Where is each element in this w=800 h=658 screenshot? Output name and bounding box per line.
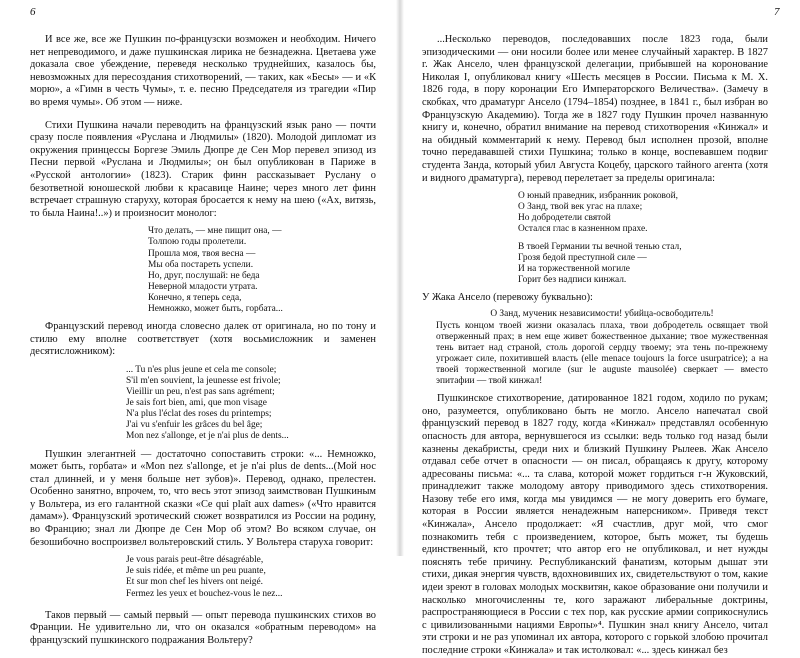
poem-line: Немножко, может быть, горбата... bbox=[148, 303, 283, 314]
right-page-body bbox=[422, 34, 768, 658]
poem-line: Vieillir un peu, n'est pas sans agrément; bbox=[126, 387, 275, 398]
quote-body: Пусть концом твоей жизни оказалась плаха, твои добродетель освящает твой отверженный прах; в нем еще живет божественное дыхание; твое мужественная тень витает над страной, столь дорогой сердцу твоему; эта тень по-прежнему угрожает силе, похитившей власть (elle menace toujours la force usurpatrice); а на твоей торжественной могиле (sur le auguste mausolée) сверкает — вместо эпитафии — твой кинжал! bbox=[436, 320, 768, 387]
poem-line: N'a plus l'éclat des roses du printemps; bbox=[126, 409, 272, 420]
poem-line: Неверной младости утрата. bbox=[148, 281, 258, 292]
left-paragraph-4: Пушкин элегантней — достаточно сопоставить строки: «... Немножко, может быть, горбата» и «Mon nez s'allonge, et je n'ai plus de dents...(Мой нос стал длинней, и у меня больше нет зубов)». Перевод, однако, прелестен. Особенно занятно, впрочем, то, что весь этот эпизод заимствован Пушкиным у Вольтера, из его галантной сказки «Ce qui plaît aux dames» («Что нравится дамам»). Французский эротический сюжет возвратился из России на родину, во Францию; знал ли Дюпре де Сен Мор об этом? Во всяком случае, он безошибочно воспроизвел вольтеровский стиль. У Вольтера старуха говорит: bbox=[30, 448, 376, 548]
quote-first-line: О Занд, мученик независимости! убийца-освободитель! bbox=[490, 309, 714, 320]
poem-dagger-stanza-1 bbox=[518, 191, 768, 235]
poem-line: ... Tu n'es plus jeune et cela me console; bbox=[126, 364, 277, 375]
right-paragraph-1: ...Несколько переводов, последовавших после 1823 года, были эпизодическими — они носили более или менее случайный характер. В 1827 г. Жак Ансело, член французской делегации, прибывшей на коронование Николая I, опубликовал книгу «Шесть месяцев в России. Письма к М. Х. 1826 года, в пору коронации Его Императорского Величества». (Замечу в скобках, что драматург Ансело (1794–1854) позднее, в 1841 г., был избран во Французскую Академию). Тогда же в 1827 году Пушкин прочел названную книгу и, конечно, обратил внимание на перевод стихотворения «Кинжал» и на обидный комментарий к нему. Перевод был исполнен прозой, вполне точно передававшей стихи Пушкина; только в конце, воспевавшем подвиг студента Занда, который убил Августа Коцебу, царского тайного агента (хотя и видного драматурга), перевод перелетает за пределы оригинала: bbox=[422, 34, 768, 184]
poem-line: В твоей Германии ты вечной тенью стал, bbox=[518, 241, 682, 252]
poem-line: Je suis ridée, et même un peu puante, bbox=[126, 566, 266, 577]
left-page bbox=[0, 0, 400, 646]
poem-french-translation bbox=[126, 365, 376, 443]
poem-line: Остался глас в казненном прахе. bbox=[518, 224, 648, 235]
poem-line: Мы оба постареть успели. bbox=[148, 259, 254, 270]
poem-line: Fermez les yeux et bouchez-vous le nez... bbox=[126, 588, 283, 599]
page-number-right: 7 bbox=[774, 6, 780, 18]
translation-caption: У Жака Ансело (перевожу буквально): bbox=[422, 291, 593, 303]
poem-russian-excerpt bbox=[148, 226, 376, 315]
left-paragraph-2: Стихи Пушкина начали переводить на французский язык рано — почти сразу после появления «Руслана и Людмилы» (1820). Молодой дипломат из окружения принцессы Боргезе Эмиль Дюпре де Сен Мор перевел эпизод из Песни первой «Руслана и Людмилы»; он был опубликован в Париже в «Русской антологии» (1823). Старик финн рассказывает Руслану о безответной юношеской любви к красавице Наине; через много лет финн встречает страшную старуху, которая бросается к нему на шею («Ах, витязь, то была Наина!..») и произносит монолог: bbox=[30, 119, 376, 219]
poem-line: S'il m'en souvient, la jeunesse est frivole; bbox=[126, 375, 281, 386]
poem-line: Но добродетели святой bbox=[518, 213, 611, 224]
poem-line: Грозя бедой преступной силе — bbox=[518, 252, 647, 263]
poem-dagger-stanza-2 bbox=[518, 242, 768, 286]
poem-line: Je sais fort bien, ami, que mon visage bbox=[126, 398, 267, 409]
poem-line: И на торжественной могиле bbox=[518, 263, 630, 274]
poem-line: Толпою годы пролетели. bbox=[148, 237, 247, 248]
left-paragraph-3: Французский перевод иногда словесно далек от оригинала, но по тону и стилю ему вполне соответствует (хотя восьмисложник и заменен десятисложником): bbox=[30, 321, 376, 358]
poem-line: О Занд, твой век угас на плахе; bbox=[518, 202, 643, 213]
poem-voltaire-quote bbox=[126, 555, 376, 599]
left-paragraph-1: И все же, все же Пушкин по-французски возможен и необходим. Ничего нет непреводимого, и даже пушкинская лирика не безнадежна. Цветаева уже доказала свое убеждение, переведя несколько труднейших, казалось бы, невозможных для пересоздания стихотворений, — таких, как «Бесы» — и «К морю», а «Гимн в честь Чумы», т. е. песню Председателя из трагедии «Пир во время чумы». Об этом — ниже. bbox=[30, 34, 376, 108]
poem-line: Et sur mon chef les hivers ont neigé. bbox=[126, 577, 263, 588]
poem-line: Mon nez s'allonge, et je n'ai plus de dents... bbox=[126, 431, 289, 442]
poem-line: Горит без надписи кинжал. bbox=[518, 274, 627, 285]
poem-line: Конечно, я теперь седа, bbox=[148, 292, 242, 303]
right-page bbox=[400, 0, 800, 656]
poem-line: Je vous parais peut-être désagréable, bbox=[126, 555, 264, 566]
poem-line: Что делать, — мне пищит она, — bbox=[148, 226, 282, 237]
poem-line: J'ai vu s'enfuir les grâces du bel âge; bbox=[126, 420, 263, 431]
poem-line: О юный праведник, избранник роковой, bbox=[518, 191, 678, 202]
ancelot-translation-quote bbox=[436, 309, 768, 387]
poem-line: Но, друг, послушай: не беда bbox=[148, 270, 260, 281]
left-paragraph-5: Таков первый — самый первый — опыт перевода пушкинских стихов во Франции. Не удивительно ли, что он оказался «обратным переводом» на французский пушкинского подражания Вольтеру? bbox=[30, 609, 376, 646]
right-paragraph-2: Пушкинское стихотворение, датированное 1821 годом, ходило по рукам; оно, разумеется, опубликовано быть не могло. Ансело напечатал свой французский перевод в 1827 году, когда «Кинжал» представлял особенную опасность для автора, вернувшегося из ссылки: ведь только год назад были казнены декабристы, среди них и близкий Пушкину Рылеев. Жак Ансело отдавал себе отчет в опасности — он писал, обращаясь к другу, которому адресованы письма: «... та слава, которой может гордиться г-н Жуковский, принадлежит также молодому автору приводимого здесь стихотворения. Назову тебе его имя, когда мы увидимся — не могу доверить его бумаге, которая в России является ненадежным наперсником». Приведя текст «Кинжала», Ансело продолжает: «Я счастлив, друг мой, что смог познакомить тебя с произведением, которое, быть может, ты будешь единственный, кто прочтет; что автор его не опубликовал, и нет нужды пояснять тебе причину. Республиканский фанатизм, которым дышат эти стихи, дикая энергия чувств, вдохновивших их, свидетельствуют о том, какие идеи зреют в головах молодых москвитян, какое образование они получили и насколько многочисленны те, кого заражают либеральные доктрины, распространяющиеся в России с тех пор, как русские армии соприкоснулись с цивилизованными нациями Европы»⁴. Пушкин знал книгу Ансело, читал эти строки и не раз упоминал их автора, которого с горькой злобою прочитал последние строки «Кинжала» и так истолковал: «... здесь кинжал без bbox=[422, 393, 768, 656]
poem-line: Прошла моя, твоя весна — bbox=[148, 248, 256, 259]
left-page-body bbox=[30, 34, 376, 647]
page-number-left: 6 bbox=[30, 6, 36, 18]
